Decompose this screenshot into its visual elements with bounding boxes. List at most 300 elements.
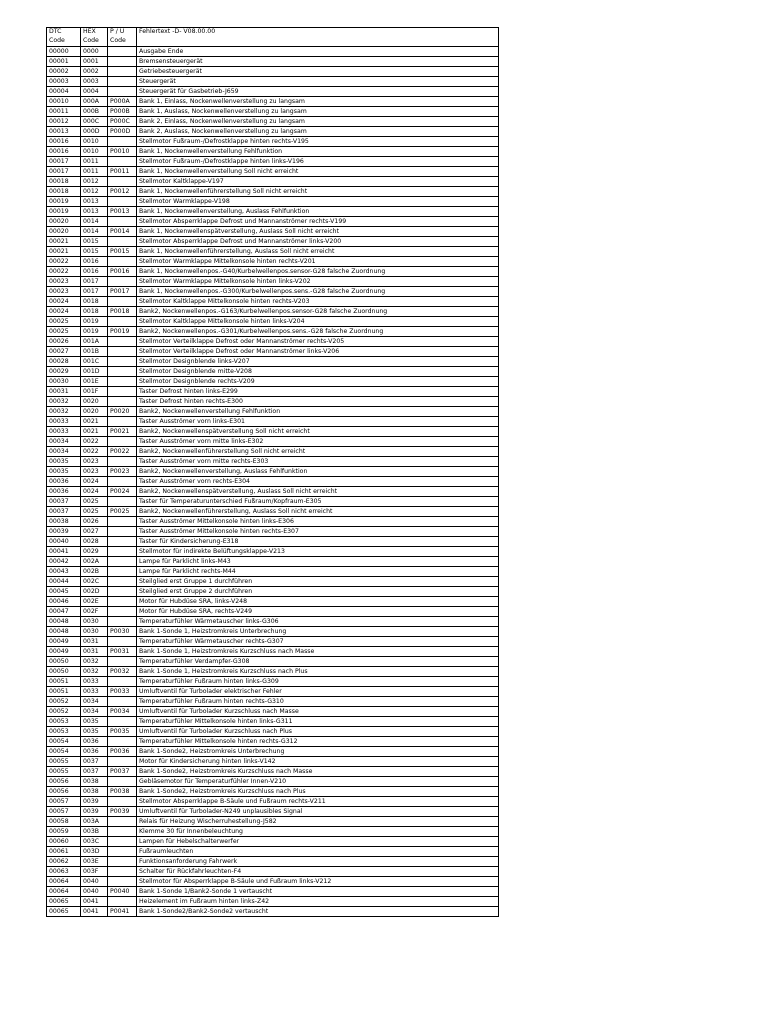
cell-pu-code: P0020: [108, 407, 137, 417]
cell-pu-code: [108, 857, 137, 867]
cell-pu-code: P0034: [108, 707, 137, 717]
cell-hex-code: 0028: [81, 537, 108, 547]
cell-dtc-code: 00065: [47, 897, 81, 907]
cell-hex-code: 002C: [81, 577, 108, 587]
cell-hex-code: 0026: [81, 517, 108, 527]
cell-pu-code: [108, 357, 137, 367]
table-row: [47, 617, 499, 627]
cell-fault-text: Funktionsanforderung Fahrwerk: [137, 857, 499, 867]
cell-dtc-code: 00010: [47, 97, 81, 107]
table-row: [47, 217, 499, 227]
cell-hex-code: 0003: [81, 77, 108, 87]
header-line: DTC: [49, 28, 62, 35]
cell-pu-code: P0019: [108, 327, 137, 337]
cell-fault-text: Stellmotor Designblende links-V207: [137, 357, 499, 367]
cell-fault-text: Taster für Kindersicherung-E318: [137, 537, 499, 547]
cell-fault-text: Bank 2, Einlass, Nockenwellenverstellung zu langsam: [137, 117, 499, 127]
cell-pu-code: [108, 797, 137, 807]
cell-dtc-code: 00056: [47, 777, 81, 787]
cell-fault-text: Stellmotor Absperrklappe B-Säule und Fußraum rechts-V211: [137, 797, 499, 807]
cell-dtc-code: 00020: [47, 227, 81, 237]
cell-fault-text: Bank 1-Sonde2, Heizstromkreis Kurzschluss nach Masse: [137, 767, 499, 777]
cell-pu-code: P0039: [108, 807, 137, 817]
cell-dtc-code: 00016: [47, 147, 81, 157]
cell-hex-code: 0013: [81, 197, 108, 207]
table-row: [47, 277, 499, 287]
cell-pu-code: P0013: [108, 207, 137, 217]
cell-fault-text: Taster für Temperaturunterschied Fußraum/Kopfraum-E305: [137, 497, 499, 507]
cell-dtc-code: 00050: [47, 657, 81, 667]
table-row: [47, 867, 499, 877]
cell-dtc-code: 00056: [47, 787, 81, 797]
cell-fault-text: Bank 1, Nockenwellenverstellung Soll nicht erreicht: [137, 167, 499, 177]
cell-fault-text: Lampen für Hebelschalterwerfer: [137, 837, 499, 847]
table-row: [47, 527, 499, 537]
cell-fault-text: Bank 1, Nockenwellenpos.-G300/Kurbelwellenpos.sens.-G28 falsche Zuordnung: [137, 287, 499, 297]
cell-fault-text: Bank2, Nockenwellenverstellung, Auslass Fehlfunktion: [137, 467, 499, 477]
header-line: Code: [110, 36, 126, 44]
table-row: [47, 787, 499, 797]
cell-fault-text: Bank2, Nockenwellenpos.-G163/Kurbelwellenpos.sensor-G28 falsche Zuordnung: [137, 307, 499, 317]
cell-pu-code: [108, 867, 137, 877]
table-row: [47, 327, 499, 337]
cell-hex-code: 0033: [81, 677, 108, 687]
cell-fault-text: Bank2, Nockenwellenspätverstellung Soll nicht erreicht: [137, 427, 499, 437]
cell-pu-code: P0021: [108, 427, 137, 437]
cell-dtc-code: 00045: [47, 587, 81, 597]
cell-pu-code: [108, 897, 137, 907]
cell-fault-text: Fußraumleuchten: [137, 847, 499, 857]
header-line: Fehlertext -D- V08.00.00: [139, 28, 216, 35]
cell-pu-code: [108, 557, 137, 567]
cell-hex-code: 0011: [81, 167, 108, 177]
cell-dtc-code: 00032: [47, 407, 81, 417]
table-row: [47, 487, 499, 497]
cell-hex-code: 0032: [81, 657, 108, 667]
cell-dtc-code: 00032: [47, 397, 81, 407]
cell-hex-code: 0036: [81, 747, 108, 757]
table-row: [47, 257, 499, 267]
table-row: [47, 887, 499, 897]
cell-pu-code: [108, 637, 137, 647]
cell-pu-code: [108, 697, 137, 707]
cell-hex-code: 0032: [81, 667, 108, 677]
cell-pu-code: [108, 217, 137, 227]
table-row: [47, 737, 499, 747]
cell-pu-code: P0025: [108, 507, 137, 517]
cell-fault-text: Bank 1-Sonde 1/Bank2-Sonde 1 vertauscht: [137, 887, 499, 897]
cell-fault-text: Bank 1, Nockenwellenpos.-G40/Kurbelwellenpos.sensor-G28 falsche Zuordnung: [137, 267, 499, 277]
cell-hex-code: 0016: [81, 267, 108, 277]
cell-pu-code: P0014: [108, 227, 137, 237]
table-row: [47, 577, 499, 587]
table-row: [47, 547, 499, 557]
table-row: [47, 147, 499, 157]
cell-hex-code: 0021: [81, 427, 108, 437]
cell-fault-text: Umluftventil für Turbolader Kurzschluss nach Masse: [137, 707, 499, 717]
cell-hex-code: 0024: [81, 487, 108, 497]
table-row: [47, 677, 499, 687]
cell-fault-text: Gebläsemotor für Temperaturfühler Innen-V210: [137, 777, 499, 787]
cell-fault-text: Taster Ausströmer Mittelkonsole hinten links-E306: [137, 517, 499, 527]
cell-hex-code: 0022: [81, 447, 108, 457]
table-row: [47, 57, 499, 67]
cell-hex-code: 0041: [81, 897, 108, 907]
cell-pu-code: [108, 67, 137, 77]
table-row: [47, 807, 499, 817]
table-row: [47, 157, 499, 167]
cell-pu-code: [108, 517, 137, 527]
cell-fault-text: Taster Ausströmer vorn mitte links-E302: [137, 437, 499, 447]
cell-fault-text: Stellmotor für Absperrklappe B-Säule und Fußraum links-V212: [137, 877, 499, 887]
cell-pu-code: [108, 617, 137, 627]
table-row: [47, 127, 499, 137]
cell-pu-code: [108, 47, 137, 57]
cell-fault-text: Bank 1, Nockenwellenverstellung Fehlfunktion: [137, 147, 499, 157]
cell-hex-code: 0019: [81, 327, 108, 337]
cell-pu-code: [108, 717, 137, 727]
cell-pu-code: P0016: [108, 267, 137, 277]
cell-fault-text: Stellmotor Designblende mitte-V208: [137, 367, 499, 377]
table-row: [47, 247, 499, 257]
cell-dtc-code: 00061: [47, 847, 81, 857]
cell-dtc-code: 00053: [47, 717, 81, 727]
cell-dtc-code: 00030: [47, 377, 81, 387]
cell-hex-code: 003C: [81, 837, 108, 847]
cell-pu-code: [108, 367, 137, 377]
cell-dtc-code: 00039: [47, 527, 81, 537]
table-row: [47, 447, 499, 457]
cell-dtc-code: 00033: [47, 427, 81, 437]
cell-pu-code: P0024: [108, 487, 137, 497]
cell-pu-code: [108, 457, 137, 467]
cell-pu-code: P0031: [108, 647, 137, 657]
cell-hex-code: 001B: [81, 347, 108, 357]
cell-dtc-code: 00049: [47, 647, 81, 657]
cell-fault-text: Stellmotor Fußraum-/Defrostklappe hinten links-V196: [137, 157, 499, 167]
cell-hex-code: 0037: [81, 757, 108, 767]
cell-fault-text: Bank 1-Sonde 1, Heizstromkreis Kurzschluss nach Masse: [137, 647, 499, 657]
cell-hex-code: 000C: [81, 117, 108, 127]
cell-fault-text: Steuergerät: [137, 77, 499, 87]
cell-fault-text: Schalter für Rückfahrleuchten-F4: [137, 867, 499, 877]
cell-hex-code: 0038: [81, 777, 108, 787]
cell-hex-code: 000B: [81, 107, 108, 117]
cell-pu-code: [108, 657, 137, 667]
table-row: [47, 377, 499, 387]
cell-hex-code: 0031: [81, 637, 108, 647]
cell-fault-text: Motor für Hubdüse SRA, rechts-V249: [137, 607, 499, 617]
cell-hex-code: 0010: [81, 147, 108, 157]
cell-fault-text: Bank 1, Nockenwellenführerstellung, Auslass Soll nicht erreicht: [137, 247, 499, 257]
cell-dtc-code: 00058: [47, 817, 81, 827]
cell-pu-code: P0022: [108, 447, 137, 457]
cell-dtc-code: 00003: [47, 77, 81, 87]
cell-dtc-code: 00057: [47, 807, 81, 817]
cell-pu-code: [108, 827, 137, 837]
cell-hex-code: 0035: [81, 717, 108, 727]
cell-fault-text: Temperaturfühler Mittelkonsole hinten rechts-G312: [137, 737, 499, 747]
cell-pu-code: [108, 817, 137, 827]
table-row: [47, 687, 499, 697]
cell-dtc-code: 00053: [47, 727, 81, 737]
cell-dtc-code: 00021: [47, 247, 81, 257]
cell-dtc-code: 00046: [47, 597, 81, 607]
cell-pu-code: P0036: [108, 747, 137, 757]
cell-hex-code: 0022: [81, 437, 108, 447]
table-row: [47, 197, 499, 207]
cell-pu-code: [108, 57, 137, 67]
cell-fault-text: Bank 1, Nockenwellenspätverstellung, Auslass Soll nicht erreicht: [137, 227, 499, 237]
cell-dtc-code: 00048: [47, 617, 81, 627]
cell-dtc-code: 00023: [47, 287, 81, 297]
cell-hex-code: 0010: [81, 137, 108, 147]
cell-pu-code: [108, 317, 137, 327]
cell-hex-code: 001E: [81, 377, 108, 387]
cell-pu-code: P000B: [108, 107, 137, 117]
cell-fault-text: Temperaturfühler Verdampfer-G308: [137, 657, 499, 667]
cell-hex-code: 0017: [81, 277, 108, 287]
cell-pu-code: [108, 677, 137, 687]
cell-hex-code: 0015: [81, 237, 108, 247]
cell-dtc-code: 00019: [47, 207, 81, 217]
table-row: [47, 857, 499, 867]
cell-dtc-code: 00063: [47, 867, 81, 877]
cell-hex-code: 0030: [81, 617, 108, 627]
cell-hex-code: 0040: [81, 887, 108, 897]
cell-pu-code: P0032: [108, 667, 137, 677]
table-row: [47, 317, 499, 327]
table-row: [47, 357, 499, 367]
cell-hex-code: 0012: [81, 187, 108, 197]
cell-dtc-code: 00002: [47, 67, 81, 77]
cell-hex-code: 000D: [81, 127, 108, 137]
cell-hex-code: 0029: [81, 547, 108, 557]
cell-hex-code: 002F: [81, 607, 108, 617]
cell-fault-text: Steilglied erst Gruppe 2 durchführen: [137, 587, 499, 597]
table-row: [47, 347, 499, 357]
table-row: [47, 907, 499, 917]
cell-hex-code: 0024: [81, 477, 108, 487]
cell-pu-code: [108, 177, 137, 187]
cell-fault-text: Ausgabe Ende: [137, 47, 499, 57]
table-row: [47, 267, 499, 277]
cell-pu-code: P0037: [108, 767, 137, 777]
table-row: [47, 107, 499, 117]
table-row: [47, 47, 499, 57]
cell-dtc-code: 00027: [47, 347, 81, 357]
cell-pu-code: P0018: [108, 307, 137, 317]
cell-hex-code: 0025: [81, 507, 108, 517]
cell-fault-text: Bank2, Nockenwellenverstellung Fehlfunktion: [137, 407, 499, 417]
cell-dtc-code: 00025: [47, 327, 81, 337]
cell-pu-code: [108, 847, 137, 857]
cell-fault-text: Umluftventil für Turbolader Kurzschluss nach Plus: [137, 727, 499, 737]
cell-dtc-code: 00049: [47, 637, 81, 647]
cell-dtc-code: 00017: [47, 167, 81, 177]
table-row: [47, 477, 499, 487]
cell-pu-code: [108, 417, 137, 427]
cell-dtc-code: 00054: [47, 737, 81, 747]
cell-dtc-code: 00013: [47, 127, 81, 137]
table-row: [47, 497, 499, 507]
cell-hex-code: 0034: [81, 697, 108, 707]
cell-fault-text: Bank 1-Sonde 1, Heizstromkreis Unterbrechung: [137, 627, 499, 637]
cell-pu-code: [108, 877, 137, 887]
cell-hex-code: 0034: [81, 707, 108, 717]
cell-dtc-code: 00000: [47, 47, 81, 57]
cell-pu-code: [108, 837, 137, 847]
cell-hex-code: 0019: [81, 317, 108, 327]
cell-dtc-code: 00034: [47, 447, 81, 457]
cell-pu-code: [108, 757, 137, 767]
cell-dtc-code: 00047: [47, 607, 81, 617]
cell-fault-text: Bank 1-Sonde2/Bank2-Sonde2 vertauscht: [137, 907, 499, 917]
cell-dtc-code: 00018: [47, 187, 81, 197]
cell-dtc-code: 00057: [47, 797, 81, 807]
table-row: [47, 717, 499, 727]
table-row: [47, 847, 499, 857]
table-row: [47, 457, 499, 467]
table-row: [47, 697, 499, 707]
table-row: [47, 387, 499, 397]
cell-fault-text: Bremsensteuergerät: [137, 57, 499, 67]
cell-hex-code: 0000: [81, 47, 108, 57]
cell-pu-code: [108, 387, 137, 397]
cell-pu-code: P0040: [108, 887, 137, 897]
cell-dtc-code: 00052: [47, 707, 81, 717]
cell-hex-code: 003E: [81, 857, 108, 867]
cell-fault-text: Stellmotor Absperrklappe Defrost und Mannanströmer rechts-V199: [137, 217, 499, 227]
cell-fault-text: Bank2, Nockenwellenführerstellung Soll nicht erreicht: [137, 447, 499, 457]
cell-hex-code: 0004: [81, 87, 108, 97]
cell-fault-text: Lampe für Parklicht rechts-M44: [137, 567, 499, 577]
cell-hex-code: 002A: [81, 557, 108, 567]
table-row: [47, 877, 499, 887]
cell-hex-code: 0030: [81, 627, 108, 637]
cell-pu-code: P0041: [108, 907, 137, 917]
cell-pu-code: [108, 537, 137, 547]
cell-dtc-code: 00004: [47, 87, 81, 97]
cell-dtc-code: 00042: [47, 557, 81, 567]
table-row: [47, 567, 499, 577]
cell-dtc-code: 00022: [47, 267, 81, 277]
table-row: [47, 227, 499, 237]
cell-dtc-code: 00024: [47, 307, 81, 317]
table-row: [47, 437, 499, 447]
cell-hex-code: 001C: [81, 357, 108, 367]
cell-dtc-code: 00033: [47, 417, 81, 427]
cell-fault-text: Motor für Kindersicherung hinten links-V142: [137, 757, 499, 767]
cell-hex-code: 0033: [81, 687, 108, 697]
cell-dtc-code: 00048: [47, 627, 81, 637]
cell-pu-code: [108, 137, 137, 147]
cell-dtc-code: 00044: [47, 577, 81, 587]
cell-pu-code: [108, 437, 137, 447]
cell-dtc-code: 00041: [47, 547, 81, 557]
cell-hex-code: 0016: [81, 257, 108, 267]
cell-hex-code: 0023: [81, 457, 108, 467]
cell-fault-text: Stellmotor für indirekte Belüftungsklappe-V213: [137, 547, 499, 557]
cell-dtc-code: 00028: [47, 357, 81, 367]
cell-hex-code: 003D: [81, 847, 108, 857]
cell-pu-code: [108, 377, 137, 387]
cell-hex-code: 0014: [81, 227, 108, 237]
cell-pu-code: P0023: [108, 467, 137, 477]
cell-dtc-code: 00050: [47, 667, 81, 677]
table-row: [47, 607, 499, 617]
cell-fault-text: Heizelement im Fußraum hinten links-Z42: [137, 897, 499, 907]
table-row: [47, 407, 499, 417]
table-row: [47, 307, 499, 317]
cell-pu-code: P0030: [108, 627, 137, 637]
cell-fault-text: Stellmotor Designblende rechts-V209: [137, 377, 499, 387]
cell-pu-code: [108, 597, 137, 607]
cell-dtc-code: 00040: [47, 537, 81, 547]
cell-hex-code: 0039: [81, 807, 108, 817]
cell-fault-text: Relais für Heizung Wischerruhestellung-J582: [137, 817, 499, 827]
cell-hex-code: 0002: [81, 67, 108, 77]
cell-hex-code: 0012: [81, 177, 108, 187]
cell-pu-code: P0015: [108, 247, 137, 257]
cell-dtc-code: 00064: [47, 877, 81, 887]
cell-fault-text: Bank 2, Auslass, Nockenwellenverstellung zu langsam: [137, 127, 499, 137]
cell-pu-code: [108, 547, 137, 557]
cell-hex-code: 0001: [81, 57, 108, 67]
cell-fault-text: Stellmotor Kaltklappe-V197: [137, 177, 499, 187]
table-row: [47, 137, 499, 147]
cell-fault-text: Lampe für Parklicht links-M43: [137, 557, 499, 567]
cell-hex-code: 002E: [81, 597, 108, 607]
table-body: [47, 47, 499, 917]
table-row: [47, 77, 499, 87]
cell-fault-text: Bank 1-Sonde 1, Heizstromkreis Kurzschluss nach Plus: [137, 667, 499, 677]
cell-dtc-code: 00011: [47, 107, 81, 117]
table-row: [47, 777, 499, 787]
table-row: [47, 207, 499, 217]
cell-dtc-code: 00001: [47, 57, 81, 67]
table-row: [47, 517, 499, 527]
cell-pu-code: [108, 197, 137, 207]
cell-dtc-code: 00029: [47, 367, 81, 377]
cell-fault-text: Stellmotor Warmklappe Mittelkonsole hinten rechts-V201: [137, 257, 499, 267]
cell-hex-code: 0036: [81, 737, 108, 747]
cell-fault-text: Steilglied erst Gruppe 1 durchführen: [137, 577, 499, 587]
cell-hex-code: 003A: [81, 817, 108, 827]
cell-fault-text: Stellmotor Fußraum-/Defrostklappe hinten rechts-V195: [137, 137, 499, 147]
cell-pu-code: [108, 477, 137, 487]
cell-dtc-code: 00055: [47, 767, 81, 777]
cell-pu-code: P0033: [108, 687, 137, 697]
cell-hex-code: 0015: [81, 247, 108, 257]
column-header-fault-text: [137, 28, 499, 47]
cell-hex-code: 003B: [81, 827, 108, 837]
cell-hex-code: 0021: [81, 417, 108, 427]
cell-dtc-code: 00035: [47, 457, 81, 467]
table-row: [47, 537, 499, 547]
table-row: [47, 897, 499, 907]
cell-pu-code: [108, 777, 137, 787]
table-row: [47, 627, 499, 637]
cell-fault-text: Taster Ausströmer vorn links-E301: [137, 417, 499, 427]
cell-dtc-code: 00062: [47, 857, 81, 867]
cell-dtc-code: 00016: [47, 137, 81, 147]
cell-pu-code: [108, 237, 137, 247]
cell-fault-text: Stellmotor Verteilklappe Defrost oder Mannanströmer links-V206: [137, 347, 499, 357]
header-line: Code: [49, 36, 65, 44]
cell-pu-code: [108, 737, 137, 747]
cell-dtc-code: 00035: [47, 467, 81, 477]
